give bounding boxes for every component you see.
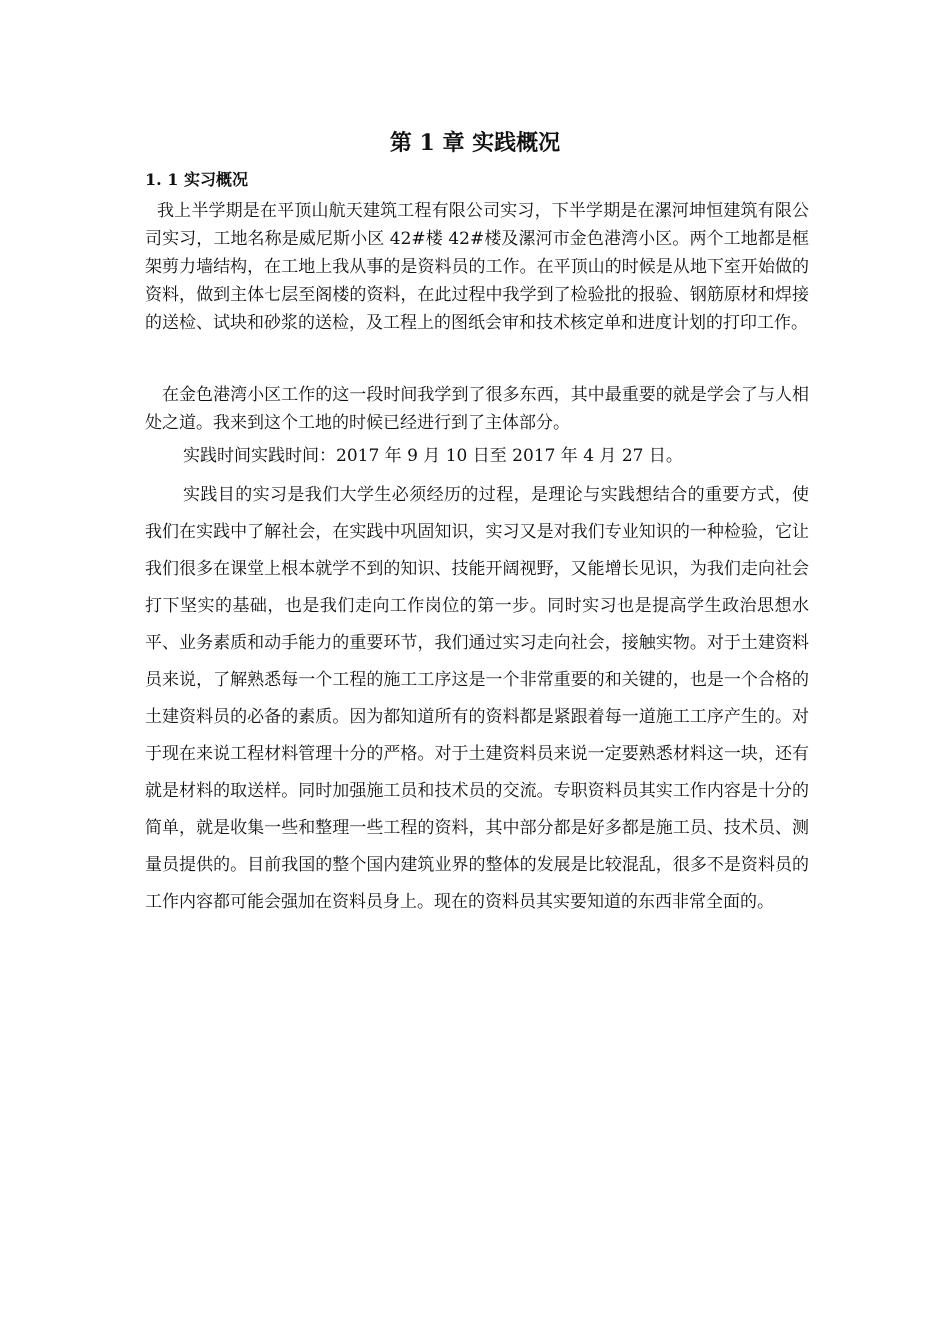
section-heading: 1. 1 实习概况 [145,170,248,189]
paragraph-practice-purpose: 实践目的实习是我们大学生必须经历的过程，是理论与实践想结合的重要方式，使我们在实践中了解社会，在实践中巩固知识，实习又是对我们专业知识的一种检验，它让我们很多在课堂上根本就学不到的知识、技能开阔视野，又能增长见识，为我们走向社会打下坚实的基础，也是我们走向工作岗位的第一步。同时实习也是提高学生政治思想水平、业务素质和动手能力的重要环节，我们通过实习走向社会，接触实物。对于土建资料员来说，了解熟悉每一个工程的施工工序这是一个非常重要的和关键的，也是一个合格的土建资料员的必备的素质。因为都知道所有的资料都是紧跟着每一道施工工序产生的。对于现在来说工程材料管理十分的严格。对于土建资料员来说一定要熟悉材料这一块，还有就是材料的取送样。同时加强施工员和技术员的交流。专职资料员其实工作内容是十分的简单，就是收集一些和整理一些工程的资料，其中部分都是好多都是施工员、技术员、测量员提供的。目前我国的整个国内建筑业界的整体的发展是比较混乱，很多不是资料员的工作内容都可能会强加在资料员身上。现在的资料员其实要知道的东西非常全面的。 [145,485,809,912]
paragraph-jinse-harbor: 在金色港湾小区工作的这一段时间我学到了很多东西，其中最重要的就是学会了与人相处之道。我来到这个工地的时候已经进行到了主体部分。 [145,385,809,433]
paragraph-practice-time: 实践时间实践时间：2017 年 9 月 10 日至 2017 年 4 月 27 日。 [183,446,683,466]
chapter-title: 第 1 章 实践概况 [389,130,561,156]
paragraph-internship-overview: 我上半学期是在平顶山航天建筑工程有限公司实习，下半学期是在漯河坤恒建筑有限公司实习，工地名称是威尼斯小区 42#楼 42#楼及漯河市金色港湾小区。两个工地都是框架剪力墙结构，在工地上我从事的是资料员的工作。在平顶山的时候是从地下室开始做的资料，做到主体七层至阁楼的资料，在此过程中我学到了检验批的报验、钢筋原材和焊接的送检、试块和砂浆的送检，及工程上的图纸会审和技术核定单和进度计划的打印工作。 [145,201,809,333]
